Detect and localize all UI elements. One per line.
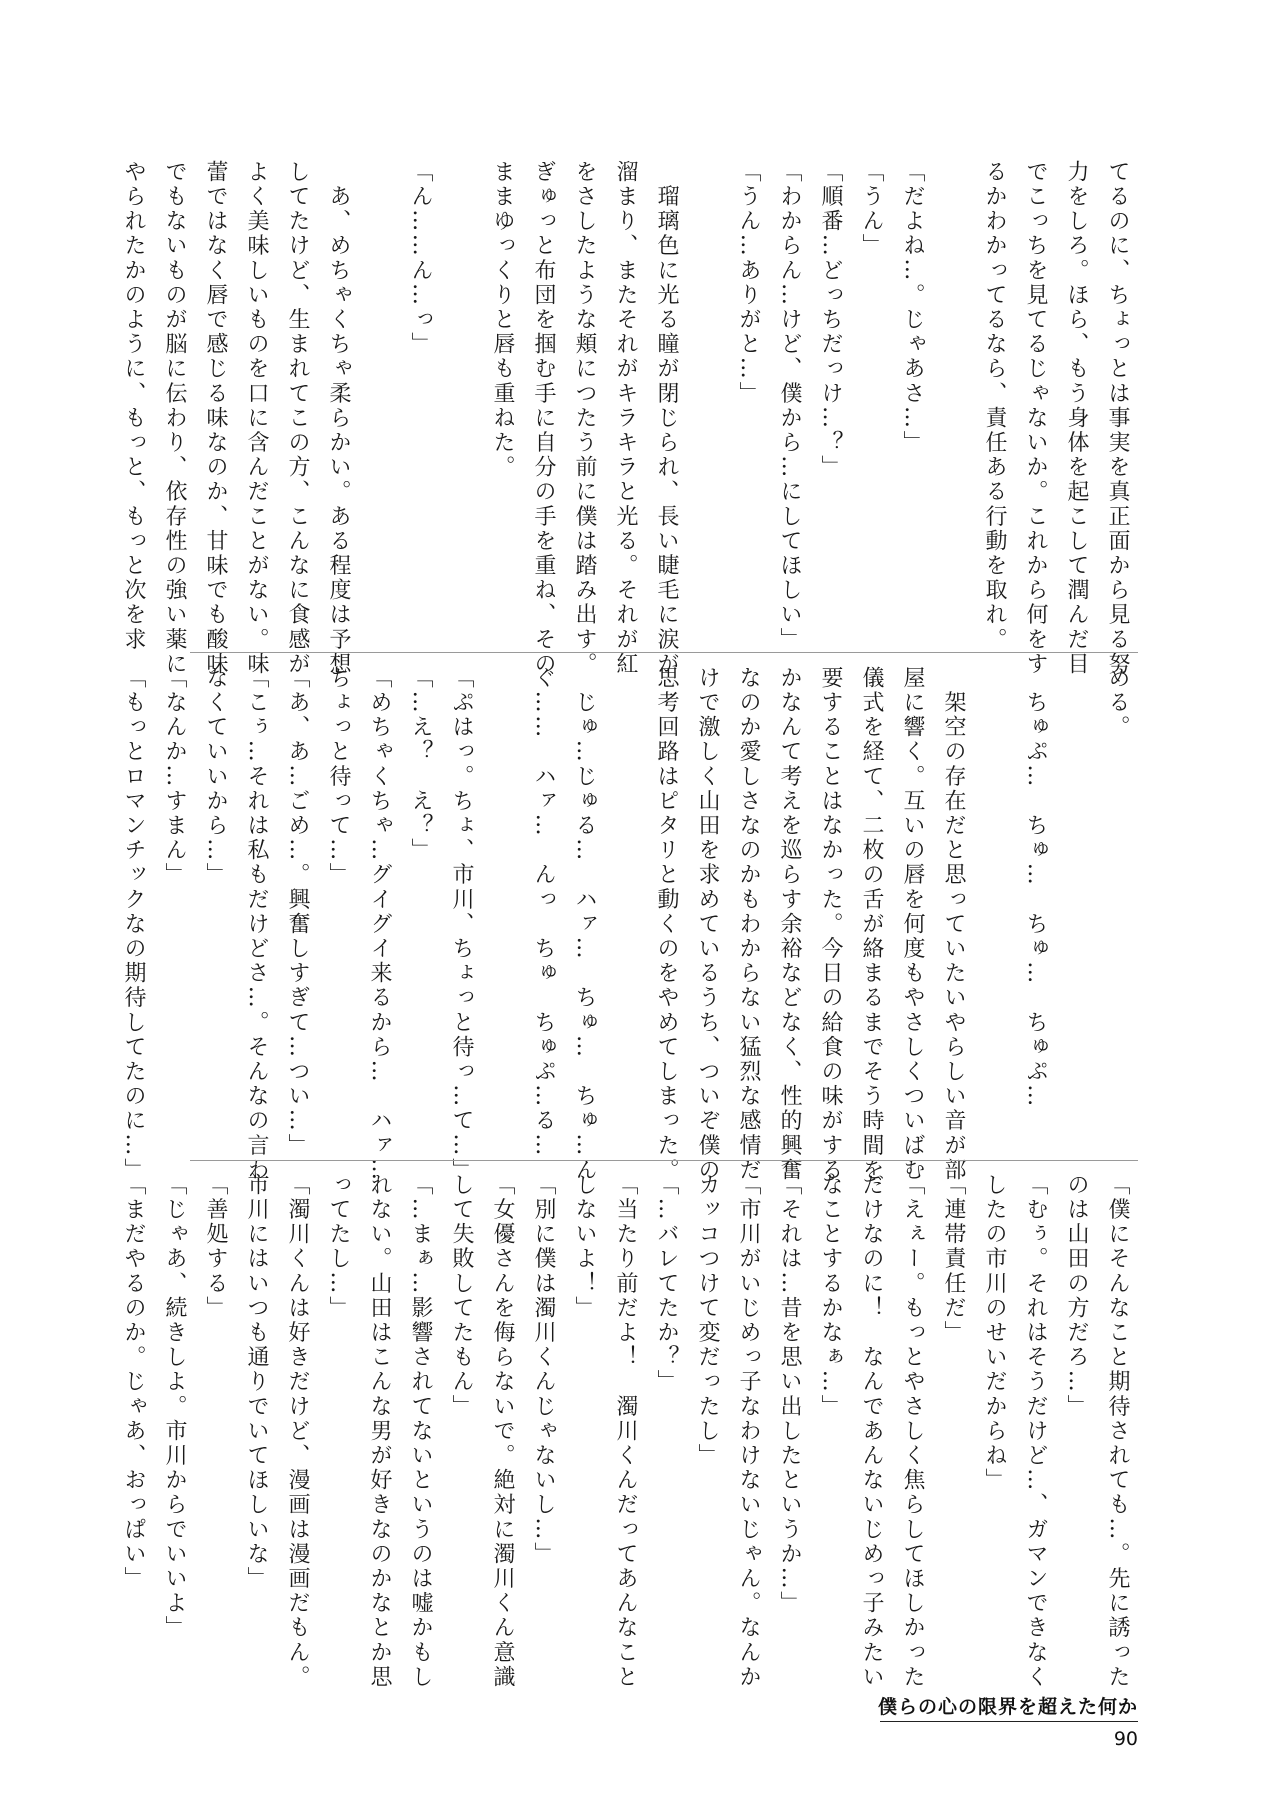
text-line: ままゆっくりと唇も重ねた。 — [490, 160, 515, 480]
text-line: 「連帯責任だ」 — [941, 1173, 966, 1346]
page-number: 90 — [1113, 1728, 1138, 1750]
text-line: るかわかってるなら、責任ある行動を取れ。 — [982, 160, 1007, 652]
text-line: める。 — [1105, 666, 1130, 740]
text-line: 「市川がいじめっ子なわけないじゃん。なんか — [736, 1173, 761, 1690]
text-line: 「順番…どっちだっけ…？」 — [818, 160, 843, 480]
footer-divider — [880, 1721, 1138, 1722]
text-line: 「わからん…けど、僕から…にしてほしい」 — [777, 160, 802, 652]
text-line: をさしたような頬につたう前に僕は踏み出す。 — [572, 160, 597, 677]
text-line: 「ん……ん…っ」 — [408, 160, 433, 357]
text-line: 「めちゃくちゃ…グイグイ来るから… ハァ… — [367, 666, 392, 1183]
text-tier-bottom — [121, 1173, 1138, 1690]
text-line: でもないものが脳に伝わり、依存性の強い薬に — [162, 160, 187, 677]
text-line: 「じゃあ、続きしよ。市川からでいいよ」 — [162, 1173, 187, 1641]
text-line: 「あ、あ…ごめ…。興奮しすぎて…つい…」 — [285, 666, 310, 1158]
text-line: なのか愛しさなのかもわからない猛烈な感情だ — [736, 666, 761, 1183]
text-line: やられたかのように、もっと、もっと次を求 — [121, 160, 146, 652]
text-line: 要することはなかった。今日の給食の味がする — [818, 666, 843, 1183]
text-line: ぎゅっと布団を掴む手に自分の手を重ね、その — [531, 160, 556, 677]
text-line: ってたし…」 — [326, 1173, 351, 1321]
blank-line — [359, 160, 400, 640]
text-line: 「別に僕は濁川くんじゃないし…」 — [531, 1173, 556, 1567]
text-line: 「こぅ…それは私もだけどさ…。そんなの言わ — [244, 666, 269, 1183]
text-line: 「だよね…。じゃあさ…」 — [900, 160, 925, 456]
text-line: でこっちを見てるじゃないか。これから何をす — [1023, 160, 1048, 677]
text-line: 思考回路はピタリと動くのをやめてしまった。 — [654, 666, 679, 1183]
text-line: なくていいから…」 — [203, 666, 228, 888]
text-line: れない。山田はこんな男が好きなのかなとか思 — [367, 1173, 392, 1690]
text-line: 「もっとロマンチックなの期待してたのに…」 — [121, 666, 146, 1183]
text-line: 「濁川くんは好きだけど、漫画は漫画だもん。 — [285, 1173, 310, 1690]
text-line: 「当たり前だよ！ 濁川くんだってあんなこと — [613, 1173, 638, 1690]
text-line: てるのに、ちょっとは事実を真正面から見る努 — [1105, 160, 1130, 677]
text-line: したの市川のせいだからね」 — [982, 1173, 1007, 1493]
text-line: 「女優さんを侮らないで。絶対に濁川くん意識 — [490, 1173, 515, 1690]
text-line: 「うん…ありがと…」 — [736, 160, 761, 406]
text-line: あ、めちゃくちゃ柔らかい。ある程度は予想 — [326, 160, 351, 677]
blank-line — [482, 666, 523, 1146]
text-line: ちょっと待って…」 — [326, 666, 351, 888]
tier-divider — [190, 1160, 1138, 1161]
text-line: じゅ…じゅる… ハァ… ちゅ… ちゅ…ん — [572, 666, 597, 1183]
book-title: 僕らの心の限界を超えた何か — [877, 1696, 1138, 1718]
text-line: 「うん」 — [859, 160, 884, 259]
text-line: してたけど、生まれてこの方、こんなに食感が — [285, 160, 310, 677]
blank-line — [933, 160, 974, 640]
text-line: 儀式を経て、二枚の舌が絡まるまでそう時間を — [859, 666, 884, 1183]
blank-line — [1056, 666, 1097, 1146]
blank-line — [974, 666, 1015, 1146]
text-tier-middle — [121, 666, 1138, 1183]
blank-line — [441, 160, 482, 640]
text-line: カッコつけて変だったし」 — [695, 1173, 720, 1469]
tier-divider — [190, 652, 1138, 653]
text-line: 屋に響く。互いの唇を何度もやさしくついばむ — [900, 666, 925, 1183]
text-line: 溜まり、またそれがキラキラと光る。それが紅 — [613, 160, 638, 677]
text-tier-top — [121, 160, 1138, 677]
text-line: よく美味しいものを口に含んだことがない。味 — [244, 160, 269, 677]
text-line: 「僕にそんなこと期待されても…。先に誘った — [1105, 1173, 1130, 1690]
text-line: けで激しく山田を求めているうち、ついぞ僕の — [695, 666, 720, 1183]
text-line: 「なんか…すまん」 — [162, 666, 187, 888]
text-line: だけなのに！ なんであんないじめっ子みたい — [859, 1173, 884, 1690]
text-line: 瑠璃色に光る瞳が閉じられ、長い睫毛に涙が — [654, 160, 679, 677]
text-line: なことするかなぁ…」 — [818, 1173, 843, 1419]
text-line: 「ぷはっ。ちょ、市川、ちょっと待っ…て…」 — [449, 666, 474, 1183]
text-line: 「むぅ。それはそうだけど…、ガマンできなく — [1023, 1173, 1048, 1690]
text-line: 「それは…昔を思い出したというか…」 — [777, 1173, 802, 1616]
text-line: しないよ！」 — [572, 1173, 597, 1321]
text-line: 蕾ではなく唇で感じる味なのか、甘味でも酸味 — [203, 160, 228, 677]
text-line: のは山田の方だろ…」 — [1064, 1173, 1089, 1419]
blank-line — [605, 666, 646, 1146]
text-line: 「まだやるのか。じゃあ、おっぱい」 — [121, 1173, 146, 1592]
text-line: 「…バレてたか？」 — [654, 1173, 679, 1395]
text-line: 「善処する」 — [203, 1173, 228, 1321]
text-line: 力をしろ。ほら、もう身体を起こして潤んだ目 — [1064, 160, 1089, 677]
text-line: 市川にはいつも通りでいてほしいな」 — [244, 1173, 269, 1592]
text-line: 「えぇー。もっとやさしく焦らしてほしかった — [900, 1173, 925, 1690]
text-line: 架空の存在だと思っていたいやらしい音が部 — [941, 666, 966, 1183]
text-line: して失敗してたもん」 — [449, 1173, 474, 1419]
blank-line — [687, 160, 728, 640]
text-line: かなんて考えを巡らす余裕などなく、性的興奮 — [777, 666, 802, 1183]
text-line: ぐ…… ハァ… んっ ちゅ ちゅぷ…る… — [531, 666, 556, 1158]
text-line: 「…まぁ…影響されてないというのは嘘かもし — [408, 1173, 433, 1690]
text-line: 「…え？ え？」 — [408, 666, 433, 863]
text-line: ちゅぷ… ちゅ… ちゅ… ちゅぷ… — [1023, 666, 1048, 1109]
